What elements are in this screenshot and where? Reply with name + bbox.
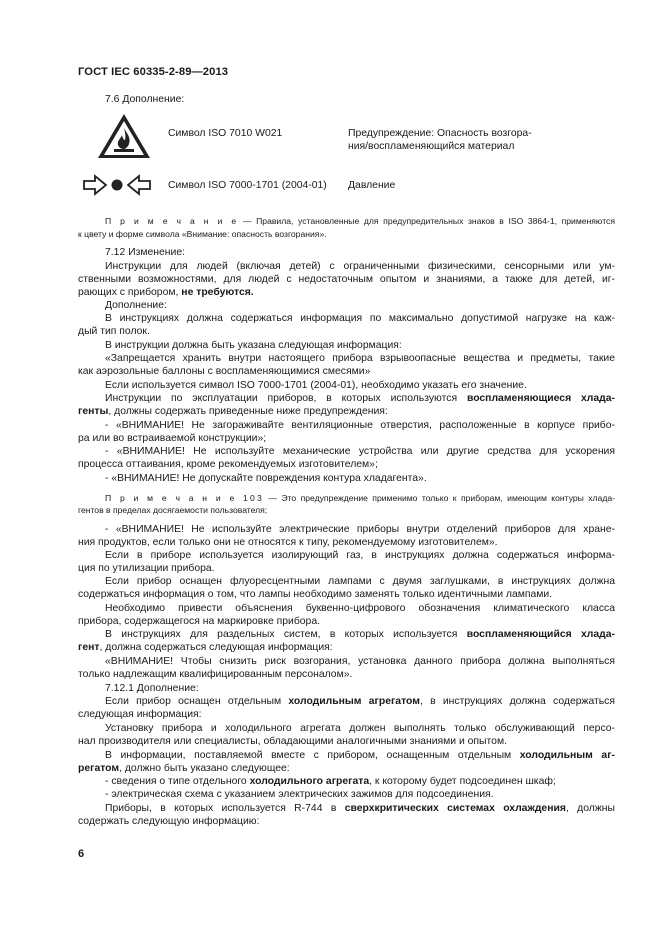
- pressure-symbol-icon: [82, 174, 152, 196]
- text-line: нал производителя или специалисты, обладающими аналогичными знаниями и опытом.: [78, 736, 507, 747]
- text-line: - «ВНИМАНИЕ! Не используйте электрические приборы внутри отделений приборов для хране-: [105, 524, 615, 535]
- page-number: 6: [78, 848, 85, 860]
- text-line: «ВНИМАНИЕ! Чтобы снизить риск возгорания, установка данного прибора должна выполняться: [105, 656, 615, 667]
- note-line: к цвету и форме символа «Внимание: опасность возгорания».: [78, 229, 327, 239]
- text-line: - сведения о типе отдельного холодильного агрегата, к которому будет подсоединен шкаф;: [105, 776, 556, 787]
- note-line: П р и м е ч а н и е — Правила, установленные для предупредительных знаков в ISO 3864-1, применяются: [105, 216, 615, 226]
- text-line: Инструкции для людей (включая детей) с ограниченными физическими, сенсорными или ум-: [105, 261, 615, 272]
- section-heading-7-6: 7.6 Дополнение:: [105, 94, 185, 105]
- text-line: В информации, поставляемой вместе с прибором, оснащенным отдельным холодильным аг-: [105, 750, 615, 761]
- text-line: В инструкции должна быть указана следующая информация:: [105, 340, 402, 351]
- text-line: дый тип полок.: [78, 326, 150, 337]
- symbol-meaning: Давление: [348, 180, 396, 191]
- note-line: гентов в пределах досягаемости пользователя;: [78, 505, 268, 515]
- text-line: Инструкции по эксплуатации приборов, в которых используются воспламеняющиеся хлада-: [105, 393, 615, 404]
- text-line: регатом, должно быть указано следующее:: [78, 763, 290, 774]
- text-line: - «ВНИМАНИЕ! Не допускайте повреждения контура хладагента».: [105, 473, 427, 484]
- symbol-iso-7010-w021: Символ ISO 7010 W021: [168, 128, 283, 139]
- text-line: - «ВНИМАНИЕ! Не используйте механические устройства или другие средства для ускорения: [105, 446, 615, 457]
- text-line: только надлежащим квалифицированным персоналом».: [78, 669, 353, 680]
- text-line: Если прибор оснащен флуоресцентными лампами с двумя заглушками, в инструкциях должна: [105, 576, 615, 587]
- text-line: как аэрозольные баллоны с воспламеняющимися смесями»: [78, 366, 371, 377]
- text-line: ния продуктов, если только они не относятся к типу, рекомендуемому изготовителем».: [78, 537, 498, 548]
- text-line: генты, должны содержать приведенные ниже предупреждения:: [78, 406, 388, 417]
- text-line: В инструкциях для раздельных систем, в которых используется воспламеняющийся хлада-: [105, 629, 616, 640]
- text-line: - «ВНИМАНИЕ! Не загораживайте вентиляционные отверстия, расположенные в корпусе прибо-: [105, 420, 615, 431]
- document-header: ГОСТ IEC 60335-2-89—2013: [78, 66, 229, 78]
- text-line: Необходимо привести объяснения буквенно-цифрового обозначения климатического класса: [105, 603, 615, 614]
- note-line: П р и м е ч а н и е 103 — Это предупреждение применимо только к приборам, имеющим контуры хлада-: [105, 493, 615, 503]
- text-line: Если прибор оснащен отдельным холодильным агрегатом, в инструкциях должна содержаться: [105, 696, 615, 707]
- text-line: Дополнение:: [105, 300, 167, 311]
- section-heading-7-12: 7.12 Изменение:: [105, 247, 185, 258]
- text-line: процесса оттаивания, кроме рекомендуемых изготовителем»;: [78, 459, 378, 470]
- text-line: Если в приборе используется изолирующий газ, в инструкциях должна содержаться информа-: [105, 550, 615, 561]
- text-line: рающих с прибором, не требуются.: [78, 287, 254, 298]
- text-line: Установку прибора и холодильного агрегата должен выполнять только обслуживающий персо-: [105, 723, 615, 734]
- text-line: Приборы, в которых используется R-744 в сверхкритических системах охлаждения, должны: [105, 803, 615, 814]
- text-line: прибора, содержащегося на маркировке прибора.: [78, 616, 320, 627]
- text-line: следующая информация:: [78, 709, 202, 720]
- text-line: ция по утилизации прибора.: [78, 563, 215, 574]
- text-line: ра или во встраиваемой конструкции»;: [78, 433, 267, 444]
- text-line: В инструкциях должна содержаться информация по максимально допустимой нагрузке на каж-: [105, 313, 615, 324]
- symbol-meaning-line: ния/воспламеняющийся материал: [348, 141, 515, 152]
- text-line: содержать следующую информацию:: [78, 816, 260, 827]
- text-line: ственными возможностями, для людей с недостаточным опытом и знаниями, а также для детей, иг-: [78, 274, 615, 285]
- text-line: содержаться информация о том, что лампы необходимо заменять только идентичными лампами.: [78, 589, 553, 600]
- text-line: «Запрещается хранить внутри настоящего прибора взрывоопасные вещества и предметы, такие: [105, 353, 615, 364]
- section-heading-7-12-1: 7.12.1 Дополнение:: [105, 683, 199, 694]
- text-line: - электрическая схема с указанием электрических зажимов для подсоединения.: [105, 789, 494, 800]
- symbol-iso-7000-1701: Символ ISO 7000-1701 (2004-01): [168, 180, 327, 191]
- text-line: гент, должна содержаться следующая информация:: [78, 642, 333, 653]
- text-line: Если используется символ ISO 7000-1701 (2004-01), необходимо указать его значение.: [105, 380, 527, 391]
- symbol-meaning-line: Предупреждение: Опасность возгора-: [348, 128, 532, 139]
- flammable-warning-icon: [96, 112, 152, 160]
